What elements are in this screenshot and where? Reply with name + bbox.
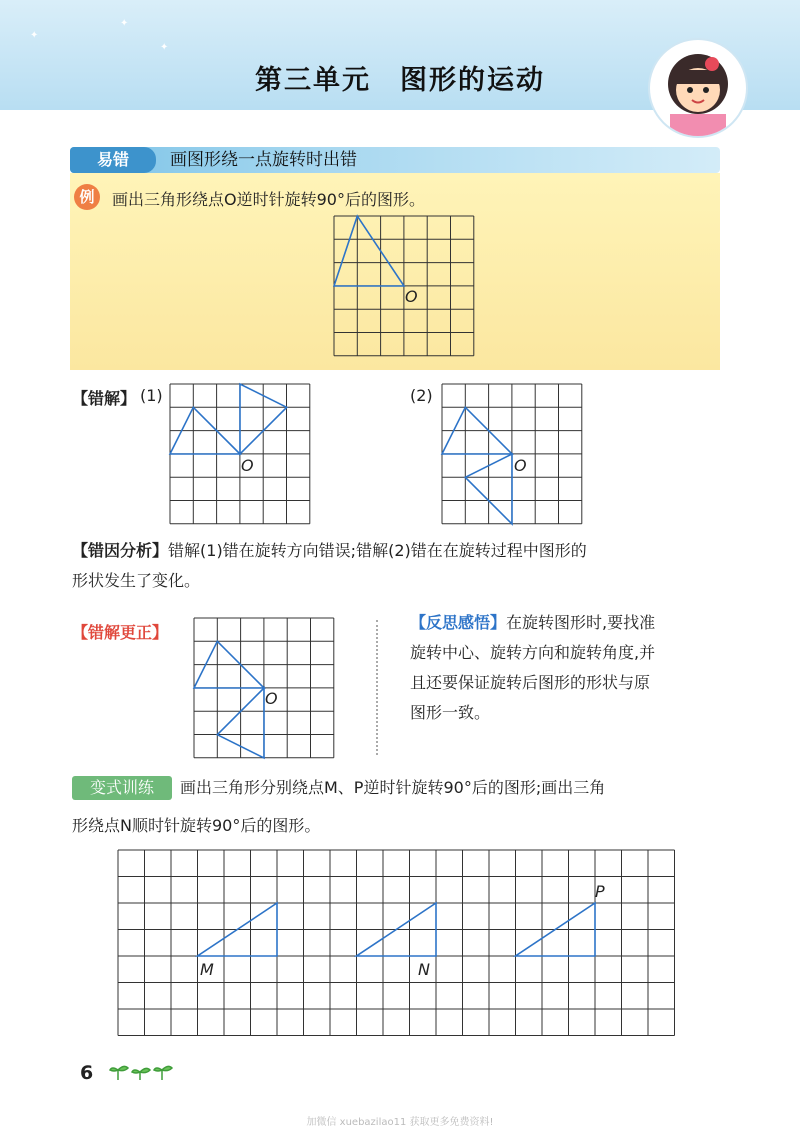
section-title: 画图形绕一点旋转时出错 [170, 150, 357, 170]
practice-grid [118, 850, 674, 1036]
correction-label: 【错解更正】 [72, 623, 169, 642]
analysis-line1: 错解(1)错在旋转方向错误;错解(2)错在在旋转过程中图形的 [168, 541, 587, 560]
footer-watermark: 加微信 xuebazilao11 获取更多免费资料! [306, 1117, 494, 1128]
practice-paragraph [180, 773, 740, 803]
sprout-icon [110, 1062, 174, 1082]
reflection-line3: 且还要保证旋转后图形的形状与原 [410, 673, 651, 692]
point-n-label: N [418, 960, 430, 979]
divider [376, 620, 378, 755]
reflection-label: 【反思感悟】 [410, 613, 507, 632]
point-p-label: P [595, 882, 605, 901]
wrong-sub2: (2) [410, 386, 433, 405]
point-o-label: O [514, 456, 527, 475]
point-o-label: O [241, 456, 254, 475]
unit-header [0, 0, 800, 110]
original-triangle [334, 216, 404, 286]
star-icon: ✦ [160, 42, 169, 53]
reflection-line1: 在旋转图形时,要找准 [506, 613, 656, 632]
page-title: 第三单元 图形的运动 [255, 65, 545, 96]
section-bar [70, 147, 720, 173]
reflection-paragraph [410, 608, 730, 728]
wrong-label: 【错解】 [72, 389, 137, 408]
reflection-line4: 图形一致。 [410, 703, 491, 722]
wrong-grid-2 [442, 384, 584, 526]
wrong-grid-1 [170, 384, 312, 526]
point-o-label: O [265, 689, 278, 708]
point-m-label: M [200, 960, 214, 979]
practice-paragraph-2 [72, 811, 732, 841]
reflection-line2: 旋转中心、旋转方向和旋转角度,并 [410, 643, 656, 662]
girl-avatar-icon [648, 38, 748, 138]
example-text: 画出三角形绕点O逆时针旋转90°后的图形。 [112, 190, 425, 209]
analysis-paragraph [72, 536, 732, 596]
wrong-sub1: (1) [140, 386, 163, 405]
practice-line2: 形绕点N顺时针旋转90°后的图形。 [72, 816, 321, 835]
star-icon: ✦ [30, 30, 39, 41]
page-number: 6 [80, 1062, 94, 1084]
star-icon: ✦ [120, 18, 129, 29]
example-badge: 例 [74, 184, 100, 210]
practice-line1: 画出三角形分别绕点M、P逆时针旋转90°后的图形;画出三角 [180, 778, 606, 797]
analysis-line2: 形状发生了变化。 [72, 571, 201, 590]
practice-tag: 变式训练 [72, 776, 172, 800]
analysis-label: 【错因分析】 [72, 541, 169, 560]
point-o-label: O [405, 287, 418, 306]
section-tag: 易错 [70, 147, 156, 173]
